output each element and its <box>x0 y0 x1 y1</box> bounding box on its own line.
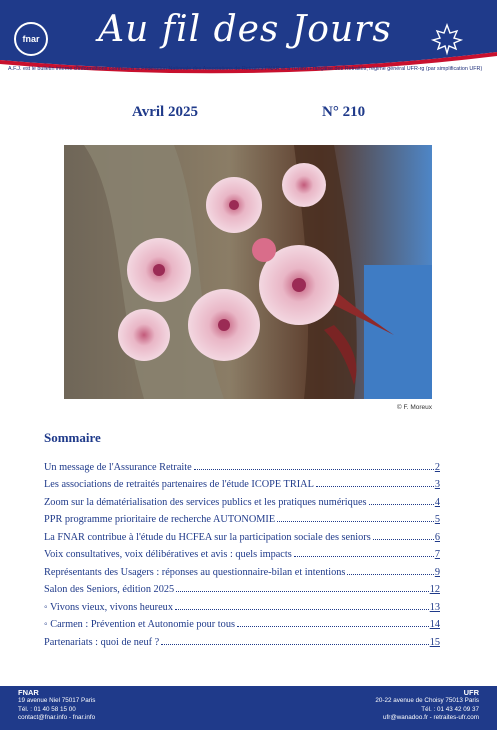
publication-title: Au fil des Jours <box>98 9 392 50</box>
toc-page-link[interactable]: 12 <box>429 584 440 595</box>
toc-item[interactable]: La FNAR contribue à l'étude du HCFEA sur la participation sociale des seniors 6 <box>44 531 440 543</box>
photo-credit: © F. Moreux <box>396 404 432 411</box>
footer-fnar: FNAR 19 avenue Niel 75017 Paris Tél. : 01 40 58 15 00 contact@fnar.info - fnar.info <box>18 688 96 722</box>
toc-page-link[interactable]: 6 <box>434 531 440 543</box>
toc-item[interactable]: Partenariats : quoi de neuf ? 15 <box>44 636 440 648</box>
ufr-logo <box>430 22 464 56</box>
cherry-blossom-image <box>64 145 432 399</box>
toc-page-link[interactable]: 2 <box>434 461 440 473</box>
toc-page-link[interactable]: 14 <box>429 619 440 630</box>
toc-page-link[interactable]: 3 <box>434 479 440 490</box>
toc-page-link[interactable]: 5 <box>434 514 440 525</box>
toc-page-link[interactable]: 15 <box>429 636 440 648</box>
toc-page-link[interactable]: 4 <box>434 496 440 508</box>
maple-leaf-icon <box>430 22 464 56</box>
footer <box>0 686 497 730</box>
toc-page-link[interactable]: 7 <box>434 549 440 560</box>
toc-item[interactable]: Voix consultatives, voix délibératives et avis : quels impacts 7 <box>44 549 440 560</box>
table-of-contents-title: Sommaire <box>44 430 101 445</box>
issue-number: N° 210 <box>322 104 366 120</box>
toc-item[interactable]: PPR programme prioritaire de recherche AUTONOMIE 5 <box>44 514 440 525</box>
toc-item[interactable]: Les associations de retraités partenaires de l'étude ICOPE TRIAL 3 <box>44 479 440 490</box>
toc-item[interactable]: ◦ Vivons vieux, vivons heureux 13 <box>44 601 440 613</box>
toc-item[interactable]: Salon des Seniors, édition 2025 12 <box>44 584 440 595</box>
masthead <box>0 0 497 86</box>
cover-photo <box>64 145 432 399</box>
footer-ufr-contact-link[interactable]: ufr@wanadoo.fr - retraites-ufr.com <box>383 714 479 722</box>
toc-page-link[interactable]: 13 <box>429 601 440 613</box>
fnar-logo: fnar <box>14 22 48 56</box>
toc-item[interactable]: Zoom sur la dématérialisation des services publics et les pratiques numériques 4 <box>44 496 440 508</box>
table-of-contents <box>44 455 440 648</box>
tagline: A.F.J. est le bulletin interne d'informations commun à la Fédération Nationale des Associations de Retraités FNAR et à l'Union Française des Retraités, régime général UFR-rg (par simplification UFR) <box>8 66 483 72</box>
toc-item[interactable]: Représentants des Usagers : réponses au questionnaire-bilan et intentions 9 <box>44 566 440 578</box>
toc-item[interactable]: Un message de l'Assurance Retraite 2 <box>44 461 440 473</box>
issue-date: Avril 2025 <box>132 104 198 120</box>
toc-page-link[interactable]: 9 <box>434 566 440 578</box>
footer-ufr: UFR 20-22 avenue de Choisy 75013 Paris Tél. : 01 43 42 09 37 ufr@wanadoo.fr - retraites-ufr.com <box>375 688 479 722</box>
toc-item[interactable]: ◦ Carmen : Prévention et Autonomie pour tous 14 <box>44 619 440 630</box>
footer-fnar-contact-link[interactable]: contact@fnar.info - fnar.info <box>18 714 96 722</box>
